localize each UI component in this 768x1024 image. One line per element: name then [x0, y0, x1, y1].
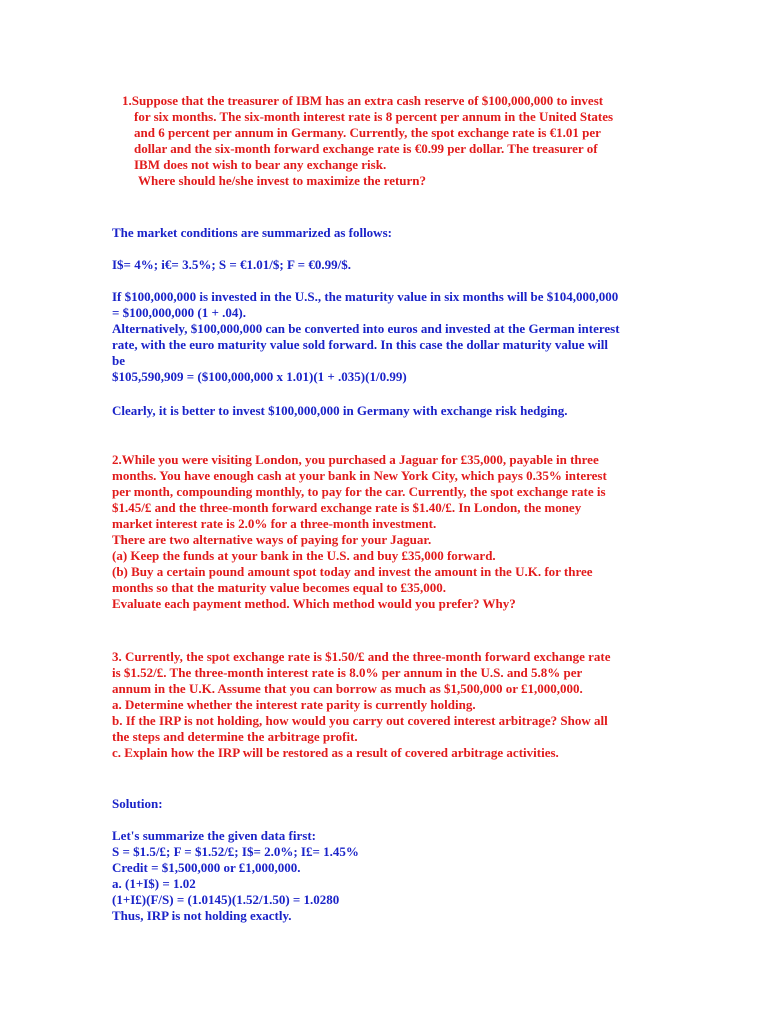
answer-1-conclusion: Clearly, it is better to invest $100,000,000 in Germany with exchange risk hedging.	[112, 403, 568, 418]
question-2-line: per month, compounding monthly, to pay for the car. Currently, the spot exchange rate is	[112, 484, 606, 499]
question-3-line: c. Explain how the IRP will be restored as a result of covered arbitrage activities.	[112, 745, 559, 760]
calculation-line: $105,590,909 = ($100,000,000 x 1.01)(1 + .035)(1/0.99)	[112, 369, 407, 384]
question-1-line: and 6 percent per annum in Germany. Currently, the spot exchange rate is €1.01 per	[134, 125, 601, 140]
solution-line: (1+I£)(F/S) = (1.0145)(1.52/1.50) = 1.0280	[112, 892, 340, 907]
question-3-line: 3. Currently, the spot exchange rate is $1.50/£ and the three-month forward exchange rate	[112, 649, 611, 664]
solution-heading: Solution:	[112, 796, 163, 811]
calculation-line: Alternatively, $100,000,000 can be converted into euros and invested at the German interest	[112, 321, 620, 336]
answer-1-intro: The market conditions are summarized as follows:	[112, 225, 392, 240]
question-2-line: Evaluate each payment method. Which method would you prefer? Why?	[112, 596, 516, 611]
question-2-line: There are two alternative ways of paying for your Jaguar.	[112, 532, 432, 547]
question-3-line: b. If the IRP is not holding, how would you carry out covered interest arbitrage? Show all	[112, 713, 608, 728]
question-2-line: months so that the maturity value becomes equal to £35,000.	[112, 580, 447, 595]
question-1-line: dollar and the six-month forward exchange rate is €0.99 per dollar. The treasurer of	[134, 141, 598, 156]
question-2-line: market interest rate is 2.0% for a three-month investment.	[112, 516, 437, 531]
solution-line: Let's summarize the given data first:	[112, 828, 316, 843]
question-3-line: the steps and determine the arbitrage profit.	[112, 729, 358, 744]
question-1-line: IBM does not wish to bear any exchange risk.	[134, 157, 387, 172]
question-3-line: a. Determine whether the interest rate parity is currently holding.	[112, 697, 476, 712]
solution-line: S = $1.5/£; F = $1.52/£; I$= 2.0%; I£= 1.45%	[112, 844, 359, 859]
answer-1-calculation	[112, 289, 660, 385]
question-3	[112, 649, 660, 761]
question-3-line: annum in the U.K. Assume that you can borrow as much as $1,500,000 or £1,000,000.	[112, 681, 583, 696]
calculation-line: be	[112, 353, 125, 368]
question-1-line: Where should he/she invest to maximize the return?	[138, 173, 427, 188]
solution-line: Thus, IRP is not holding exactly.	[112, 908, 292, 923]
question-1	[122, 93, 662, 189]
question-1-line: 1.Suppose that the treasurer of IBM has an extra cash reserve of $100,000,000 to invest	[122, 93, 604, 108]
question-3-line: is $1.52/£. The three-month interest rate is 8.0% per annum in the U.S. and 5.8% per	[112, 665, 583, 680]
question-2-line: months. You have enough cash at your bank in New York City, which pays 0.35% interest	[112, 468, 607, 483]
question-2-line: 2.While you were visiting London, you purchased a Jaguar for £35,000, payable in three	[112, 452, 599, 467]
solution-body	[112, 828, 660, 924]
question-2	[112, 452, 660, 612]
question-1-line: for six months. The six-month interest rate is 8 percent per annum in the United States	[134, 109, 614, 124]
solution-line: a. (1+I$) = 1.02	[112, 876, 196, 891]
calculation-line: = $100,000,000 (1 + .04).	[112, 305, 246, 320]
answer-1-given: I$= 4%; i€= 3.5%; S = €1.01/$; F = €0.99/$.	[112, 257, 351, 272]
solution-line: Credit = $1,500,000 or £1,000,000.	[112, 860, 301, 875]
question-2-line: (b) Buy a certain pound amount spot today and invest the amount in the U.K. for three	[112, 564, 593, 579]
question-2-line: $1.45/£ and the three-month forward exchange rate is $1.40/£. In London, the money	[112, 500, 582, 515]
calculation-line: rate, with the euro maturity value sold forward. In this case the dollar maturity value will	[112, 337, 609, 352]
calculation-line: If $100,000,000 is invested in the U.S., the maturity value in six months will be $104,000,000	[112, 289, 619, 304]
question-2-line: (a) Keep the funds at your bank in the U.S. and buy £35,000 forward.	[112, 548, 496, 563]
